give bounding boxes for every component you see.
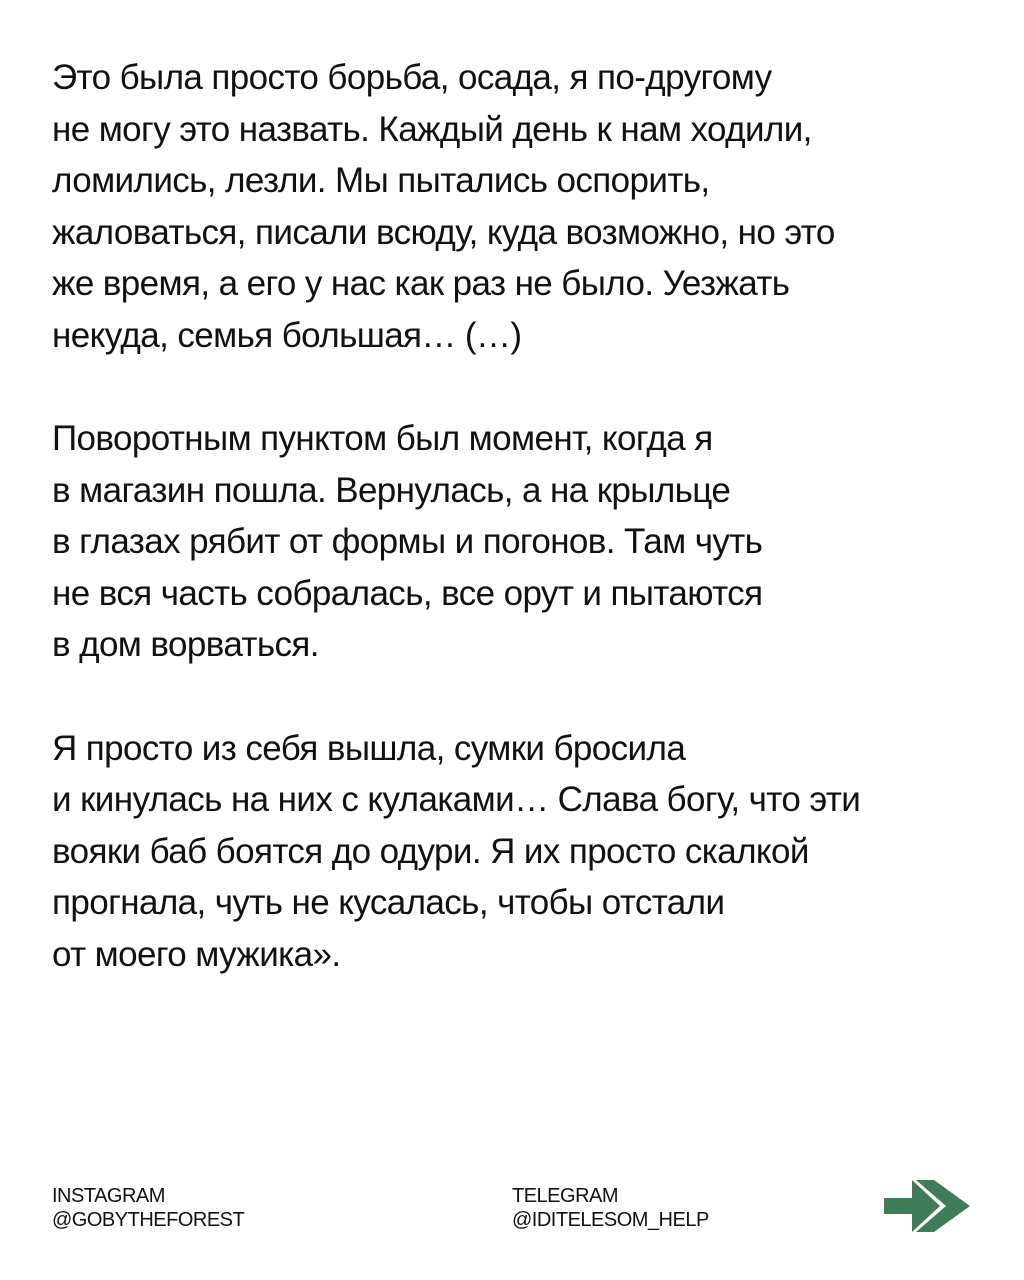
telegram-label: TELEGRAM <box>512 1185 619 1207</box>
text-line: же время, а его у нас как раз не было. Уезжать <box>52 264 790 303</box>
text-line: ломились, лезли. Мы пытались оспорить, <box>52 161 710 200</box>
text-line: в глазах рябит от формы и погонов. Там чуть <box>52 522 763 561</box>
text-line: Поворотным пунктом был момент, когда я <box>52 419 713 458</box>
text-line: не вся часть собралась, все орут и пытаются <box>52 573 763 613</box>
text-line: не могу это назвать. Каждый день к нам ходили, <box>52 109 812 149</box>
text-line: вояки баб боятся до одури. Я их просто скалкой <box>52 831 809 871</box>
telegram-handle[interactable]: @IDITELESOM_HELP <box>512 1209 709 1231</box>
text-line: от моего мужика». <box>52 934 341 974</box>
paragraph-1 <box>52 52 982 361</box>
instagram-credit <box>52 1184 244 1232</box>
text-line: жаловаться, писали всюду, куда возможно, но это <box>52 212 835 252</box>
text-line: и кинулась на них с кулаками… Слава богу, что эти <box>52 780 861 819</box>
text-line: прогнала, чуть не кусалась, чтобы отстали <box>52 883 725 922</box>
text-line: некуда, семья большая… (…) <box>52 315 522 355</box>
telegram-credit <box>512 1184 709 1232</box>
text-line: Я просто из себя вышла, сумки бросила <box>52 728 686 768</box>
text-line: Это была просто борьба, осада, я по-другому <box>52 58 772 97</box>
double-arrow-right-icon[interactable] <box>884 1178 972 1234</box>
article-body <box>52 52 982 1032</box>
text-line: в магазин пошла. Вернулась, а на крыльце <box>52 470 731 510</box>
instagram-handle[interactable]: @GOBYTHEFOREST <box>52 1209 245 1231</box>
text-line: в дом ворваться. <box>52 625 319 664</box>
paragraph-3 <box>52 723 982 981</box>
instagram-label: INSTAGRAM <box>52 1185 165 1207</box>
paragraph-2 <box>52 413 982 671</box>
